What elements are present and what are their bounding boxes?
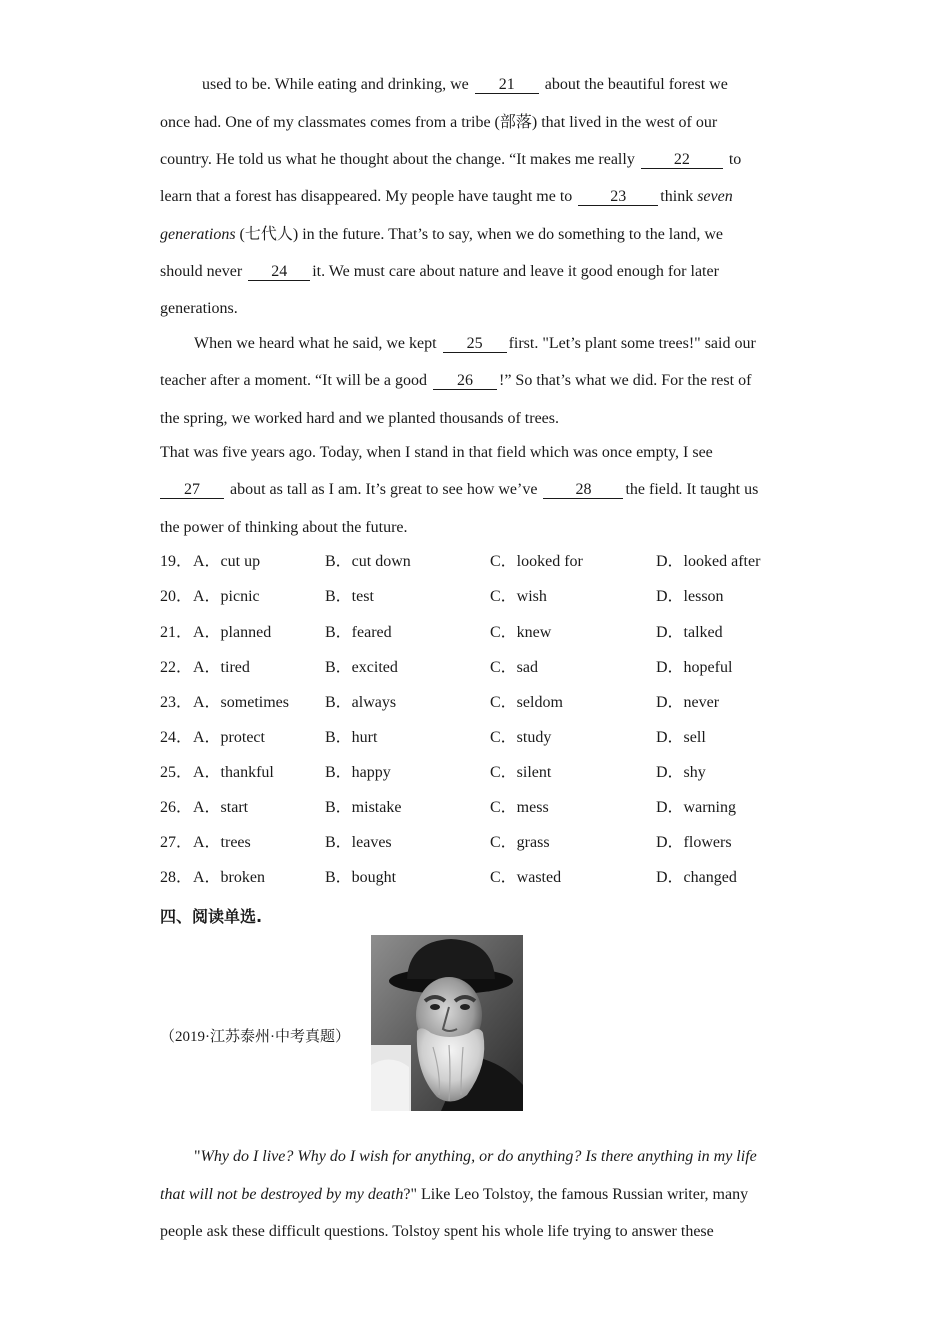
option-c[interactable]: C．sad <box>490 659 539 676</box>
option-a[interactable]: A．start <box>193 799 249 816</box>
option-row-25 <box>160 763 800 783</box>
option-b[interactable]: B．cut down <box>325 553 411 570</box>
passage-text: country. He told us what he thought about the change. “It makes me really <box>160 151 635 168</box>
question-number: 27． <box>160 834 193 851</box>
passage-text: (七代人) in the future. That’s to say, when we do something to the land, we <box>239 226 724 243</box>
option-d[interactable]: D．never <box>656 694 720 711</box>
option-row-22 <box>160 658 800 678</box>
passage-line <box>202 75 728 95</box>
question-number: 26． <box>160 799 193 816</box>
passage-text: it. We must care about nature and leave it good enough for later <box>312 263 719 280</box>
passage-text: teacher after a moment. “It will be a good <box>160 372 427 389</box>
passage-text-italic: seven <box>697 188 733 205</box>
reading-text-italic: Why do I live? Why do I wish for anything, or do anything? Is there anything in my life <box>200 1148 757 1165</box>
passage-line: the power of thinking about the future. <box>160 519 408 536</box>
option-a[interactable]: A．planned <box>193 624 272 641</box>
option-row-27 <box>160 833 800 853</box>
option-c[interactable]: C．looked for <box>490 553 583 570</box>
passage-text: about the beautiful forest we <box>544 76 728 93</box>
option-c[interactable]: C．knew <box>490 624 552 641</box>
reading-line: people ask these difficult questions. Tolstoy spent his whole life trying to answer these <box>160 1223 714 1240</box>
option-d[interactable]: D．hopeful <box>656 659 733 676</box>
passage-text: first. "Let’s plant some trees!" said our <box>508 335 756 352</box>
section-heading: 四、阅读单选. <box>160 907 263 926</box>
option-row-19 <box>160 552 800 572</box>
option-b[interactable]: B．hurt <box>325 729 378 746</box>
blank-23: 23 <box>578 188 658 206</box>
option-b[interactable]: B．happy <box>325 764 391 781</box>
passage-text: learn that a forest has disappeared. My people have taught me to <box>160 188 573 205</box>
option-b[interactable]: B．excited <box>325 659 398 676</box>
passage-line: That was five years ago. Today, when I stand in that field which was once empty, I see <box>160 444 713 461</box>
option-a[interactable]: A．tired <box>193 659 250 676</box>
option-b[interactable]: B．mistake <box>325 799 402 816</box>
source-citation: （2019·江苏泰州·中考真题） <box>160 1029 350 1045</box>
reading-line <box>160 1185 748 1205</box>
option-d[interactable]: D．flowers <box>656 834 732 851</box>
passage-text: used to be. While eating and drinking, we <box>202 76 469 93</box>
option-d[interactable]: D．looked after <box>656 553 761 570</box>
option-row-21 <box>160 623 800 643</box>
passage-text: to <box>728 151 742 168</box>
passage-line <box>160 187 733 207</box>
option-a[interactable]: A．sometimes <box>193 694 289 711</box>
option-c[interactable]: C．grass <box>490 834 550 851</box>
option-d[interactable]: D．lesson <box>656 588 724 605</box>
option-row-20 <box>160 587 800 607</box>
passage-text-italic: generations <box>160 226 236 243</box>
passage-line <box>160 150 741 170</box>
option-c[interactable]: C．seldom <box>490 694 563 711</box>
reading-text: " <box>194 1148 201 1165</box>
passage-text: think <box>660 188 694 205</box>
blank-27: 27 <box>160 481 224 499</box>
option-a[interactable]: A．trees <box>193 834 251 851</box>
option-c[interactable]: C．mess <box>490 799 549 816</box>
blank-25: 25 <box>443 335 507 353</box>
passage-line: once had. One of my classmates comes from a tribe (部落) that lived in the west of our <box>160 114 718 131</box>
option-d[interactable]: D．sell <box>656 729 706 746</box>
passage-text: When we heard what he said, we kept <box>194 335 437 352</box>
option-c[interactable]: C．study <box>490 729 552 746</box>
option-c[interactable]: C．wish <box>490 588 547 605</box>
blank-22: 22 <box>641 151 723 169</box>
option-row-28 <box>160 868 800 888</box>
question-number: 22． <box>160 659 193 676</box>
option-c[interactable]: C．wasted <box>490 869 562 886</box>
option-a[interactable]: A．cut up <box>193 553 261 570</box>
option-a[interactable]: A．picnic <box>193 588 260 605</box>
option-b[interactable]: B．bought <box>325 869 397 886</box>
option-a[interactable]: A．protect <box>193 729 265 746</box>
question-number: 19． <box>160 553 193 570</box>
question-number: 23． <box>160 694 193 711</box>
option-b[interactable]: B．leaves <box>325 834 392 851</box>
blank-28: 28 <box>543 481 623 499</box>
reading-line <box>194 1147 757 1167</box>
option-b[interactable]: B．always <box>325 694 397 711</box>
option-d[interactable]: D．shy <box>656 764 706 781</box>
reading-text-italic: that will not be destroyed by my death <box>160 1186 404 1203</box>
passage-line <box>194 334 756 354</box>
blank-24: 24 <box>248 263 310 281</box>
blank-21: 21 <box>475 76 539 94</box>
question-number: 20． <box>160 588 193 605</box>
reading-text: ?" Like Leo Tolstoy, the famous Russian writer, many <box>403 1186 749 1203</box>
option-b[interactable]: B．test <box>325 588 374 605</box>
passage-line: generations. <box>160 300 238 317</box>
question-number: 24． <box>160 729 193 746</box>
question-number: 21． <box>160 624 193 641</box>
option-d[interactable]: D．warning <box>656 799 736 816</box>
option-row-23 <box>160 693 800 713</box>
blank-26: 26 <box>433 372 497 390</box>
question-number: 25． <box>160 764 193 781</box>
option-row-26 <box>160 798 800 818</box>
passage-text: the field. It taught us <box>625 481 759 498</box>
passage-text: about as tall as I am. It’s great to see how we’ve <box>230 481 538 498</box>
passage-line <box>160 371 751 391</box>
passage-line: the spring, we worked hard and we planted thousands of trees. <box>160 410 559 427</box>
option-c[interactable]: C．silent <box>490 764 552 781</box>
option-b[interactable]: B．feared <box>325 624 392 641</box>
passage-text: should never <box>160 263 243 280</box>
tolstoy-portrait-image <box>371 935 523 1111</box>
option-a[interactable]: A．thankful <box>193 764 274 781</box>
passage-text: !” So that’s what we did. For the rest of <box>499 372 752 389</box>
passage-line <box>160 262 719 282</box>
question-number: 28． <box>160 869 193 886</box>
passage-line <box>160 225 723 245</box>
option-d[interactable]: D．changed <box>656 869 737 886</box>
option-row-24 <box>160 728 800 748</box>
passage-line <box>160 480 758 500</box>
option-a[interactable]: A．broken <box>193 869 265 886</box>
option-d[interactable]: D．talked <box>656 624 723 641</box>
